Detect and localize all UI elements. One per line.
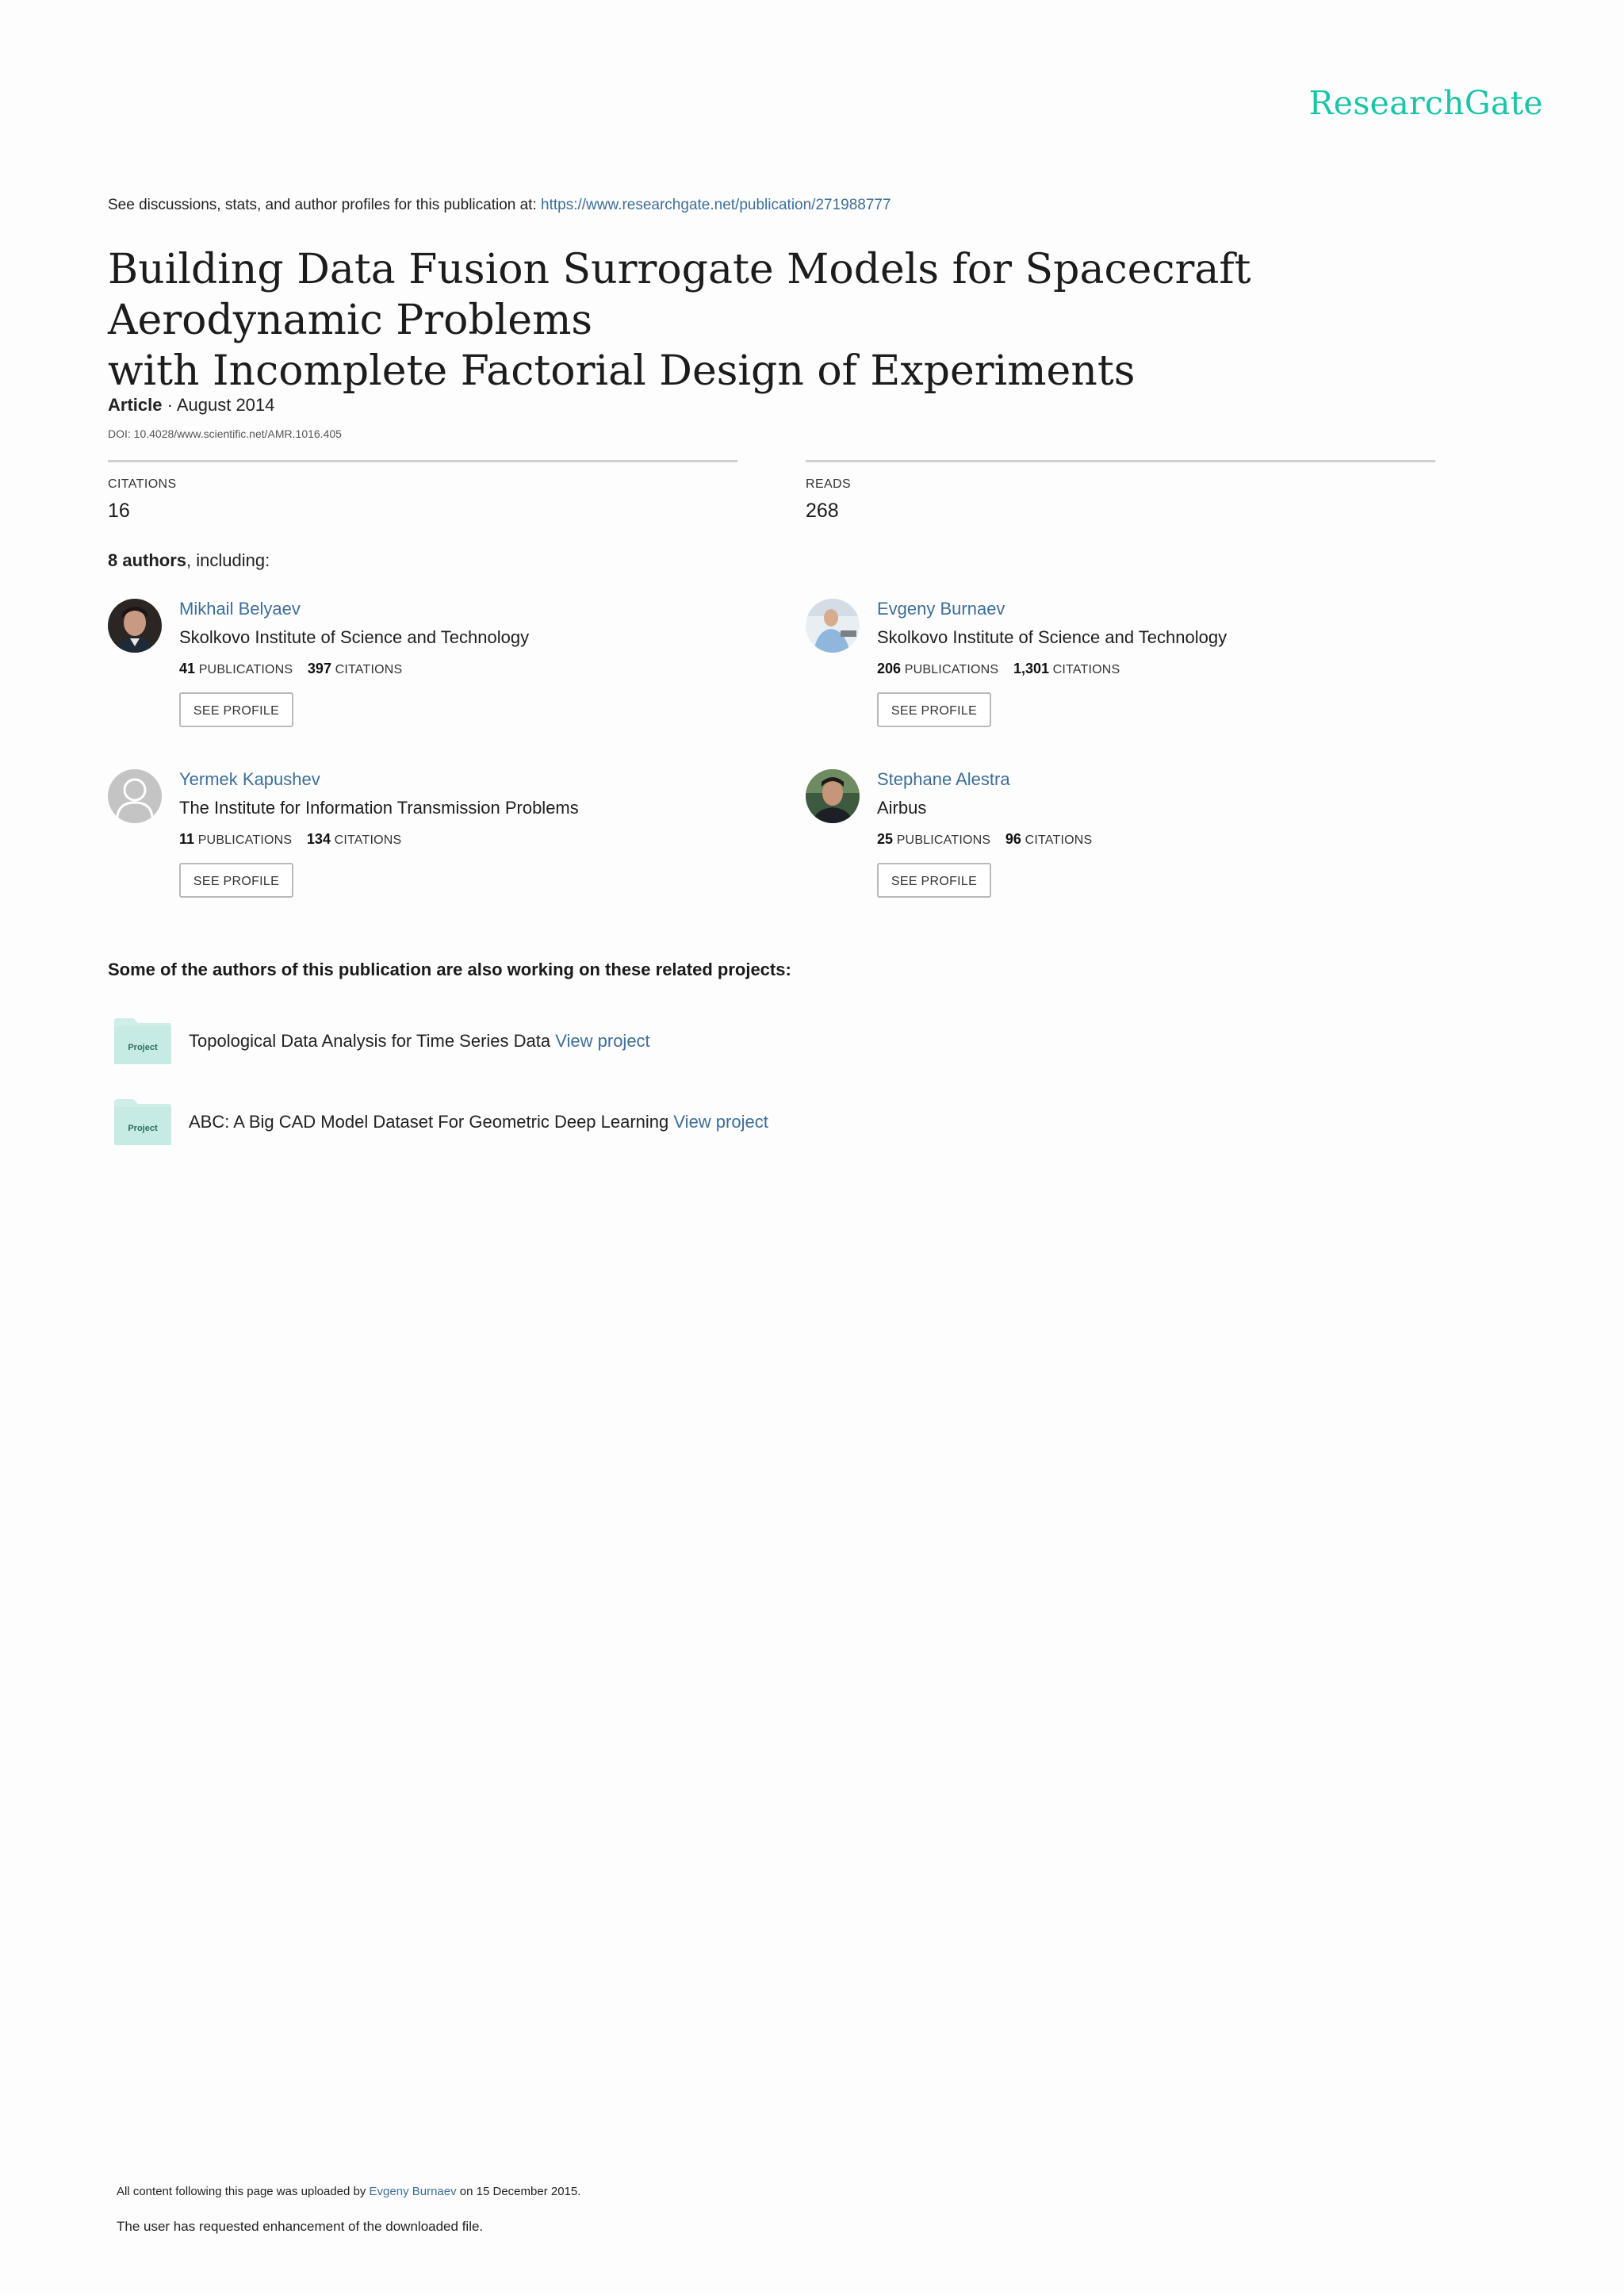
author-name-link[interactable]: Mikhail Belyaev [179,599,301,619]
publication-type-label: Article [108,395,163,415]
citations-label: CITATIONS [1025,833,1093,847]
citations-count: 96 [1005,831,1021,847]
project-icon-label: Project [128,1043,158,1052]
authors-count-suffix: , including: [186,550,270,570]
project-entry [189,1031,650,1052]
upload-prefix: All content following this page was uploaded by [117,2185,366,2198]
authors-count [108,550,270,571]
publications-count: 11 [179,831,195,847]
see-profile-button[interactable]: SEE PROFILE [179,692,293,727]
avatar[interactable] [806,769,860,823]
project-item [113,1015,826,1069]
author-card [806,599,1440,757]
author-stats [877,661,1120,677]
avatar-photo-icon [806,599,860,653]
see-profile-button[interactable]: SEE PROFILE [877,692,991,727]
citations-label: CITATIONS [335,663,403,676]
author-card [108,769,742,928]
related-projects-heading: Some of the authors of this publication are also working on these related projects: [108,960,791,979]
discussion-prefix: See discussions, stats, and author profiles for this publication at: [108,197,537,213]
divider-right [806,460,1435,462]
author-stats [877,831,1092,848]
uploader-link[interactable]: Evgeny Burnaev [369,2185,457,2198]
view-project-link[interactable]: View project [673,1112,768,1132]
discussion-line [108,197,891,214]
default-user-icon [108,769,162,823]
upload-note [117,2185,580,2198]
citations-count: 1,301 [1013,661,1049,676]
view-project-link[interactable]: View project [555,1031,650,1051]
publications-count: 41 [179,661,196,676]
project-entry [189,1112,768,1132]
author-name-link[interactable]: Evgeny Burnaev [877,599,1005,619]
author-card [108,599,742,757]
author-stats [179,661,402,677]
publications-label: PUBLICATIONS [198,663,293,676]
avatar[interactable] [806,599,860,653]
author-institution: Skolkovo Institute of Science and Technology [179,627,530,647]
avatar-photo-icon [108,599,162,653]
publications-count: 206 [877,661,902,676]
project-folder-icon [113,1096,173,1147]
author-name-link[interactable]: Stephane Alestra [877,769,1010,789]
doi: DOI: 10.4028/www.scientific.net/AMR.1016.405 [108,427,342,440]
reads-label: READS [806,477,852,491]
citations-count: 134 [306,831,331,847]
publications-label: PUBLICATIONS [197,833,293,847]
author-institution: The Institute for Information Transmission Problems [179,798,579,818]
publications-count: 25 [877,831,894,847]
project-icon-label: Project [128,1124,158,1133]
project-folder-icon [113,1015,173,1066]
project-title: ABC: A Big CAD Model Dataset For Geometric Deep Learning [189,1112,669,1132]
publications-label: PUBLICATIONS [896,833,991,847]
divider-left [108,460,737,462]
citations-value: 16 [108,500,130,522]
title-line-1: Building Data Fusion Surrogate Models for Spacecraft Aerodynamic Problems [108,246,1251,344]
researchgate-logo[interactable]: ResearchGate [1308,84,1543,122]
avatar[interactable] [108,769,162,823]
upload-suffix: on 15 December 2015. [459,2185,581,2198]
avatar[interactable] [108,599,162,653]
authors-count-number: 8 authors [108,550,187,570]
project-title: Topological Data Analysis for Time Series Data [189,1031,551,1051]
author-card [806,769,1440,928]
citations-label: CITATIONS [334,833,402,847]
author-name-link[interactable]: Yermek Kapushev [179,769,320,789]
publication-url-link[interactable]: https://www.researchgate.net/publication/271988777 [541,197,891,213]
citations-label: CITATIONS [1052,663,1120,676]
author-institution: Skolkovo Institute of Science and Technology [877,627,1228,647]
citations-count: 397 [307,661,331,676]
see-profile-button[interactable]: SEE PROFILE [179,863,293,898]
reads-value: 268 [806,500,839,522]
author-stats [179,831,401,848]
title-line-2: with Incomplete Factorial Design of Experiments [108,347,1136,395]
page-title [108,244,1527,397]
publication-type [108,395,274,416]
publication-date: · August 2014 [167,395,275,415]
citations-label: CITATIONS [108,477,177,491]
see-profile-button[interactable]: SEE PROFILE [877,863,991,898]
project-item [113,1096,826,1150]
author-institution: Airbus [877,798,927,818]
avatar-photo-icon [806,769,860,823]
enhancement-note: The user has requested enhancement of the downloaded file. [117,2219,484,2234]
publications-label: PUBLICATIONS [904,663,999,676]
